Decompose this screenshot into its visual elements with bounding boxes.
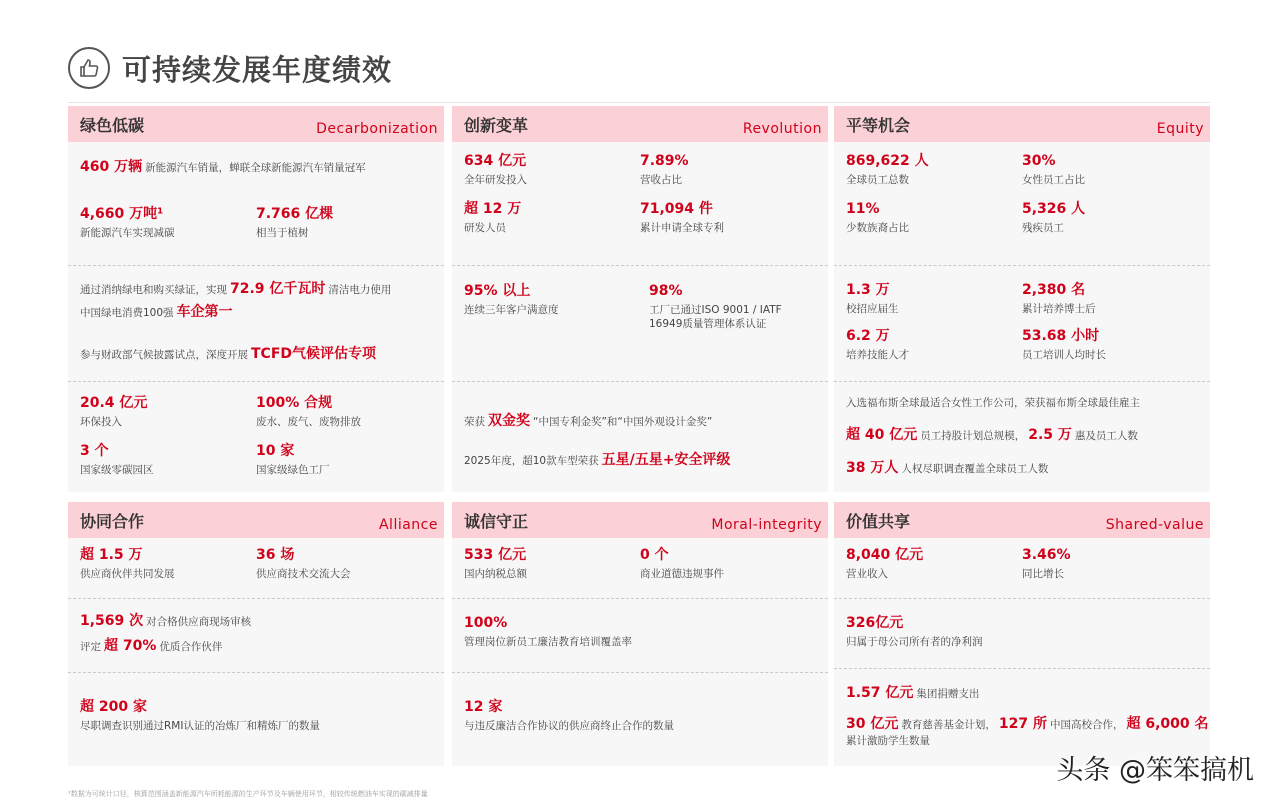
section-termination bbox=[452, 698, 828, 733]
metric-label: 少数族裔占比 bbox=[846, 222, 909, 234]
metric-label: 管理岗位新员工廉洁教育培训覆盖率 bbox=[464, 636, 632, 648]
section-divider bbox=[452, 672, 828, 673]
metric-label: 与违反廉洁合作协议的供应商终止合作的数量 bbox=[464, 720, 674, 732]
metric-label: 女性员工占比 bbox=[1022, 174, 1085, 186]
section-carbon bbox=[68, 205, 444, 240]
section-divider bbox=[834, 598, 1210, 599]
statement-text: 人权尽职调查覆盖全球员工人数 bbox=[901, 463, 1049, 475]
card-title-en: Equity bbox=[1156, 121, 1204, 137]
metric-value: 12 家 bbox=[464, 699, 503, 715]
card-title-en: Shared-value bbox=[1105, 517, 1204, 533]
statement-text: 2025年度，超10款车型荣获 bbox=[464, 455, 599, 467]
thumbs-up-icon bbox=[68, 47, 110, 89]
statement-text: 集团捐赠支出 bbox=[916, 688, 980, 700]
highlight-value: 车企第一 bbox=[176, 304, 233, 320]
metric-value: 4,660 万吨¹ bbox=[80, 206, 164, 222]
metric-value: 10 家 bbox=[256, 443, 295, 459]
highlight-value: 127 所 bbox=[998, 716, 1047, 732]
card-header bbox=[452, 502, 828, 538]
card-shared-value bbox=[834, 502, 1210, 766]
highlight-value: 1.57 亿元 bbox=[846, 685, 914, 701]
section-divider bbox=[452, 265, 828, 266]
highlight-value: 72.9 亿千瓦时 bbox=[230, 281, 326, 297]
statement-text: 入选福布斯全球最适合女性工作公司，荣获福布斯全球最佳雇主 bbox=[846, 397, 1140, 409]
metric-value: 超 200 家 bbox=[80, 699, 147, 715]
metric-value: 2,380 名 bbox=[1022, 282, 1086, 298]
highlight-value: 1,569 次 bbox=[80, 613, 144, 629]
statement-text: 中国绿电消费100强 bbox=[80, 307, 174, 319]
section-divider bbox=[834, 265, 1210, 266]
metric-value: 869,622 人 bbox=[846, 153, 929, 169]
highlight-value: 五星/五星+安全评级 bbox=[601, 452, 731, 468]
statement-text: 通过消纳绿电和购买绿证，实现 bbox=[80, 284, 227, 296]
metric-label: 全球员工总数 bbox=[846, 174, 909, 186]
section-rmi bbox=[68, 698, 444, 733]
card-header bbox=[68, 502, 444, 538]
metric-value: 8,040 亿元 bbox=[846, 547, 924, 563]
card-header bbox=[452, 106, 828, 142]
card-alliance bbox=[68, 502, 444, 766]
section-suppliers bbox=[68, 546, 444, 581]
metric-label: 全年研发投入 bbox=[464, 174, 527, 186]
metric-value: 460 万辆 bbox=[80, 159, 143, 175]
statement-text: “中国专利金奖”和“中国外观设计金奖” bbox=[533, 416, 713, 428]
metric-label: 校招应届生 bbox=[846, 303, 899, 315]
highlight-value: 30 亿元 bbox=[846, 716, 899, 732]
metric-label: 研发人员 bbox=[464, 222, 506, 234]
section-divider bbox=[68, 265, 444, 266]
highlight-value: 双金奖 bbox=[488, 413, 530, 429]
section-divider bbox=[452, 381, 828, 382]
card-revolution bbox=[452, 106, 828, 492]
watermark: 头条 @笨笨搞机 bbox=[1056, 755, 1254, 786]
section-green-power bbox=[68, 278, 444, 366]
statement-text: 清洁电力使用 bbox=[328, 284, 392, 296]
section-revenue bbox=[834, 546, 1210, 581]
metric-label: 废水、废气、废物排放 bbox=[256, 416, 361, 428]
metric-label: 相当于植树 bbox=[256, 227, 309, 239]
highlight-value: 超 6,000 名 bbox=[1126, 716, 1209, 732]
metric-label: 供应商技术交流大会 bbox=[256, 568, 351, 580]
metric-value: 6.2 万 bbox=[846, 328, 890, 344]
highlight-value: 超 70% bbox=[104, 638, 157, 654]
card-equity bbox=[834, 106, 1210, 492]
statement-text: 对合格供应商现场审核 bbox=[146, 616, 252, 628]
metric-label: 残疾员工 bbox=[1022, 222, 1064, 234]
metric-value: 53.68 小时 bbox=[1022, 328, 1100, 344]
card-decarbonization bbox=[68, 106, 444, 492]
metric-value: 98% bbox=[649, 283, 683, 299]
section-divider bbox=[834, 381, 1210, 382]
metric-value: 100% bbox=[464, 615, 508, 631]
highlight-value: TCFD气候评估专项 bbox=[251, 346, 377, 362]
section-divider bbox=[68, 598, 444, 599]
section-charity bbox=[834, 682, 1210, 748]
metric-label: 新能源汽车实现减碳 bbox=[80, 227, 175, 239]
metric-value: 71,094 件 bbox=[640, 201, 713, 217]
section-talent bbox=[834, 281, 1210, 362]
metric-label: 环保投入 bbox=[80, 416, 122, 428]
highlight-value: 38 万人 bbox=[846, 460, 899, 476]
metric-value: 3.46% bbox=[1022, 547, 1071, 563]
card-title-en: Decarbonization bbox=[316, 121, 438, 137]
metric-value: 3 个 bbox=[80, 443, 109, 459]
metric-label: 累计培养博士后 bbox=[1022, 303, 1096, 315]
section-benefits bbox=[834, 392, 1210, 480]
card-title-cn: 创新变革 bbox=[464, 115, 529, 135]
metric-label: 营收占比 bbox=[640, 174, 682, 186]
section-sales bbox=[68, 156, 444, 179]
metric-label: 连续三年客户满意度 bbox=[464, 304, 559, 316]
card-integrity bbox=[452, 502, 828, 766]
footnote: ¹数据为可统计口径，核算范围涵盖新能源汽车所耗能源的生产环节及车辆使用环节，相较传统燃油车实现的碳减排量 bbox=[68, 790, 428, 798]
metric-label: 营业收入 bbox=[846, 568, 888, 580]
metric-label: 国家级零碳园区 bbox=[80, 464, 154, 476]
section-profit bbox=[834, 614, 1210, 649]
metric-label: 培养技能人才 bbox=[846, 349, 909, 361]
card-title-cn: 价值共享 bbox=[846, 511, 911, 531]
card-title-cn: 绿色低碳 bbox=[80, 115, 145, 135]
section-environment bbox=[68, 394, 444, 477]
statement-text: 荣获 bbox=[464, 416, 485, 428]
metric-value: 1.3 万 bbox=[846, 282, 890, 298]
metric-value: 0 个 bbox=[640, 547, 669, 563]
section-tax bbox=[452, 546, 828, 581]
metric-label: 员工培训人均时长 bbox=[1022, 349, 1106, 361]
section-audits bbox=[68, 610, 444, 658]
metric-value: 7.89% bbox=[640, 153, 689, 169]
metric-label: 归属于母公司所有者的净利润 bbox=[846, 636, 983, 648]
metric-value: 7.766 亿棵 bbox=[256, 206, 334, 222]
metric-label: 国内纳税总额 bbox=[464, 568, 527, 580]
metric-value: 36 场 bbox=[256, 547, 295, 563]
metric-value: 超 1.5 万 bbox=[80, 547, 143, 563]
metric-text: 新能源汽车销量，蝉联全球新能源汽车销量冠军 bbox=[145, 162, 366, 174]
metric-label: 工厂已通过ISO 9001 / IATF 16949质量管理体系认证 bbox=[649, 304, 782, 330]
section-divider bbox=[68, 672, 444, 673]
section-training bbox=[452, 614, 828, 649]
card-header bbox=[68, 106, 444, 142]
highlight-value: 超 40 亿元 bbox=[846, 427, 918, 443]
metric-label: 累计激励学生数量 bbox=[846, 735, 930, 747]
statement-text: 评定 bbox=[80, 641, 101, 653]
metric-label: 累计申请全球专利 bbox=[640, 222, 724, 234]
statement-text: 员工持股计划总规模， bbox=[920, 430, 1026, 442]
section-divider bbox=[68, 381, 444, 382]
metric-value: 326亿元 bbox=[846, 615, 904, 631]
card-title-cn: 诚信守正 bbox=[464, 511, 529, 531]
highlight-value: 2.5 万 bbox=[1028, 427, 1072, 443]
section-awards bbox=[452, 410, 828, 472]
page-header bbox=[68, 44, 392, 92]
metric-value: 30% bbox=[1022, 153, 1056, 169]
metric-label: 商业道德违规事件 bbox=[640, 568, 724, 580]
page-title: 可持续发展年度绩效 bbox=[122, 52, 393, 87]
card-title-cn: 协同合作 bbox=[80, 511, 145, 531]
metric-value: 11% bbox=[846, 201, 880, 217]
metric-label: 尽职调查识别通过RMI认证的冶炼厂和精炼厂的数量 bbox=[80, 720, 320, 732]
statement-text: 优质合作伙伴 bbox=[159, 641, 223, 653]
section-rnd bbox=[452, 152, 828, 235]
metric-value: 超 12 万 bbox=[464, 201, 522, 217]
card-header bbox=[834, 106, 1210, 142]
section-divider bbox=[452, 598, 828, 599]
statement-text: 教育慈善基金计划， bbox=[901, 719, 996, 731]
metric-label: 国家级绿色工厂 bbox=[256, 464, 330, 476]
metric-value: 5,326 人 bbox=[1022, 201, 1086, 217]
statement-text: 参与财政部气候披露试点，深度开展 bbox=[80, 349, 248, 361]
card-title-cn: 平等机会 bbox=[846, 115, 911, 135]
card-title-en: Alliance bbox=[378, 517, 438, 533]
statement-text: 惠及员工人数 bbox=[1074, 430, 1138, 442]
section-divider bbox=[834, 668, 1210, 669]
metric-value: 95% 以上 bbox=[464, 283, 531, 299]
header-divider bbox=[68, 102, 1210, 103]
card-title-en: Moral-integrity bbox=[711, 517, 822, 533]
metric-value: 634 亿元 bbox=[464, 153, 527, 169]
card-header bbox=[834, 502, 1210, 538]
section-employees bbox=[834, 152, 1210, 235]
metric-value: 100% 合规 bbox=[256, 395, 333, 411]
metric-label: 供应商伙伴共同发展 bbox=[80, 568, 175, 580]
statement-text: 中国高校合作， bbox=[1049, 719, 1124, 731]
card-title-en: Revolution bbox=[742, 121, 822, 137]
metric-label: 同比增长 bbox=[1022, 568, 1064, 580]
section-quality bbox=[452, 282, 828, 331]
metric-value: 533 亿元 bbox=[464, 547, 527, 563]
metric-value: 20.4 亿元 bbox=[80, 395, 148, 411]
